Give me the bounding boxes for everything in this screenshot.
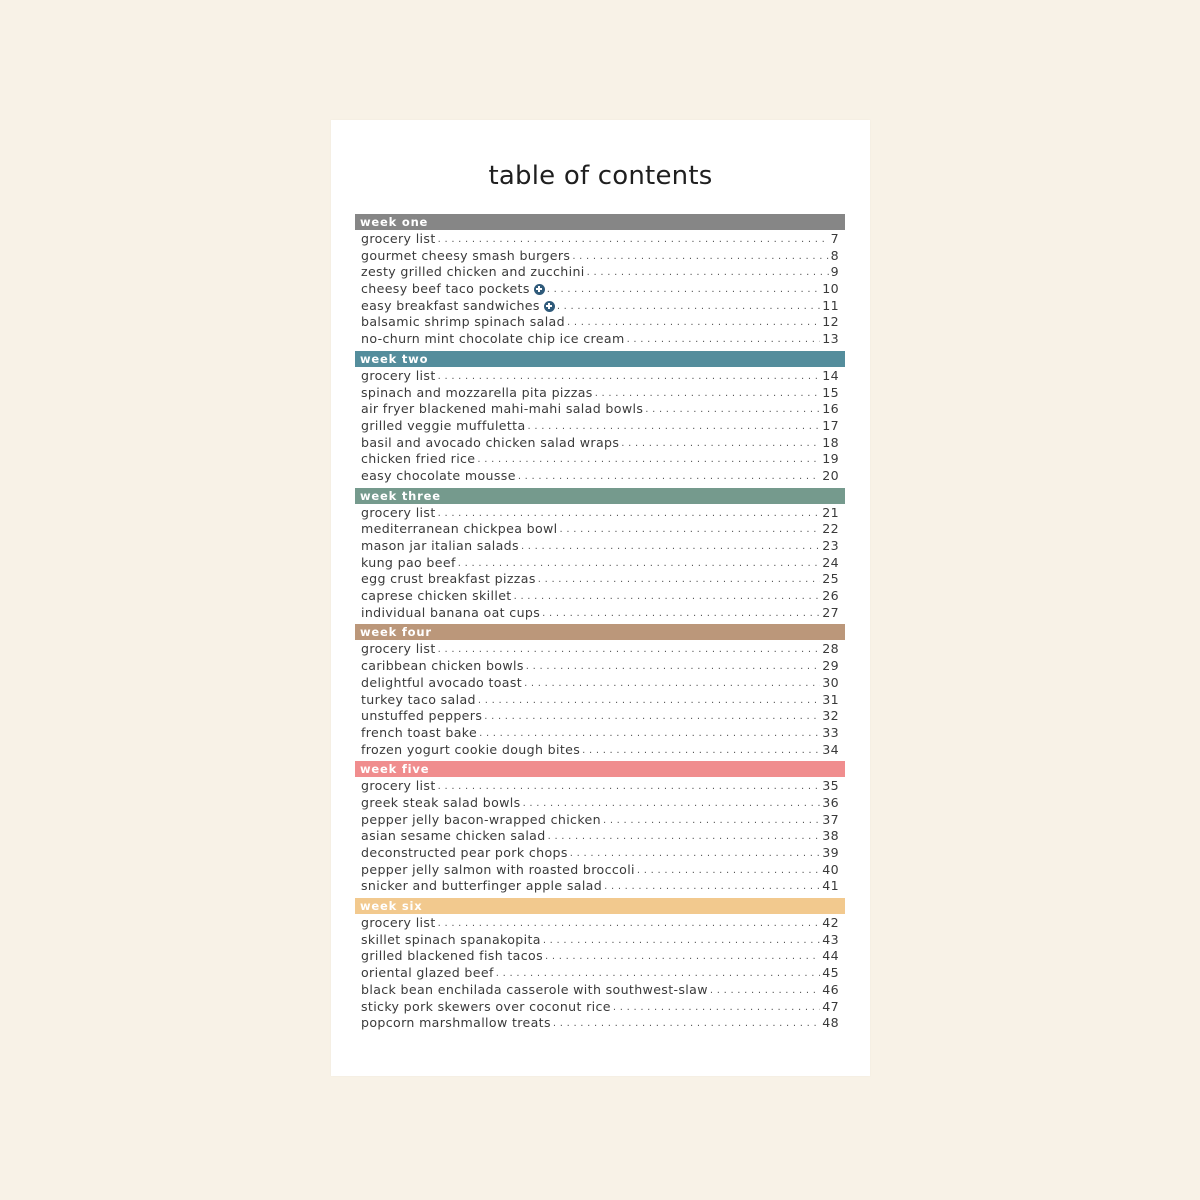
page-number: 43: [822, 931, 839, 947]
dot-leader: [645, 402, 820, 418]
entry-label: [361, 641, 436, 658]
dot-leader: [710, 983, 820, 999]
entry-label: [361, 385, 593, 402]
dot-leader: [438, 506, 821, 522]
entry-title: grocery list: [361, 915, 436, 931]
page-number: 11: [822, 297, 839, 313]
entry-label: [361, 725, 477, 742]
page-number: 47: [822, 998, 839, 1014]
entry-label: [361, 314, 565, 331]
dot-leader: [582, 743, 820, 759]
entry-title: deconstructed pear pork chops: [361, 845, 568, 860]
toc-entry[interactable]: [355, 1015, 845, 1032]
entry-title: frozen yogurt cookie dough bites: [361, 741, 581, 757]
entry-label: [361, 538, 519, 555]
entry-label: [361, 468, 516, 485]
entry-label: [361, 828, 546, 845]
entry-title: grocery list: [361, 231, 436, 246]
toc-entry[interactable]: [355, 368, 845, 385]
dot-leader: [521, 539, 820, 555]
entry-title: zesty grilled chicken and zucchini: [361, 264, 585, 280]
toc-entry[interactable]: [355, 795, 845, 812]
toc-entry[interactable]: [355, 521, 845, 538]
toc-entry[interactable]: [355, 658, 845, 675]
toc-entry[interactable]: [355, 948, 845, 965]
entry-label: [361, 571, 536, 588]
page-number: 20: [822, 467, 839, 483]
entry-title: mediterranean chickpea bowl: [361, 521, 558, 537]
dot-leader: [542, 606, 820, 622]
dot-leader: [560, 522, 821, 538]
entry-title: caprese chicken skillet: [361, 588, 512, 604]
page-number: 7: [830, 231, 839, 246]
toc-entry[interactable]: [355, 571, 845, 588]
dot-leader: [604, 879, 820, 895]
dot-leader: [524, 676, 820, 692]
dot-leader: [587, 265, 829, 281]
entry-title: black bean enchilada casserole with southwest-slaw: [361, 981, 708, 997]
entry-title: greek steak salad bowls: [361, 794, 521, 810]
dot-leader: [518, 469, 820, 485]
entry-title: gourmet cheesy smash burgers: [361, 247, 571, 263]
toc-entry[interactable]: [355, 725, 845, 742]
page-number: 30: [822, 674, 839, 690]
entry-label: [361, 401, 643, 418]
dot-leader: [548, 829, 821, 845]
page-number: 24: [822, 554, 839, 570]
entry-label: [361, 795, 521, 812]
entry-title: easy breakfast sandwiches: [361, 297, 540, 313]
toc-entry[interactable]: [355, 708, 845, 725]
dot-leader: [567, 315, 820, 331]
toc-entry[interactable]: [355, 231, 845, 248]
dot-leader: [484, 709, 820, 725]
page-number: 33: [822, 724, 839, 740]
toc-entry[interactable]: [355, 298, 845, 315]
entry-title: grocery list: [361, 367, 436, 383]
toc-section: [355, 488, 845, 622]
toc-entry[interactable]: [355, 742, 845, 759]
page-number: 17: [822, 417, 839, 433]
toc-section: [355, 898, 845, 1032]
toc-entry[interactable]: [355, 314, 845, 331]
page-number: 34: [822, 741, 839, 757]
toc-entry[interactable]: [355, 675, 845, 692]
dot-leader: [438, 369, 821, 385]
toc-entry[interactable]: [355, 264, 845, 281]
dot-leader: [553, 1016, 820, 1032]
page-number: 46: [822, 981, 839, 997]
section-header: week one: [355, 214, 845, 230]
toc-list: [355, 214, 845, 1035]
page-number: 35: [822, 778, 839, 794]
page-number: 37: [822, 811, 839, 827]
dot-leader: [603, 813, 820, 829]
entry-label: [361, 965, 494, 982]
dot-leader: [570, 846, 821, 862]
dot-leader: [523, 796, 821, 812]
entry-title: caribbean chicken bowls: [361, 658, 524, 674]
section-header: week five: [355, 761, 845, 777]
page-number: 15: [822, 384, 839, 400]
toc-entry[interactable]: [355, 248, 845, 265]
page-title: table of contents: [488, 161, 713, 191]
entry-title: pepper jelly salmon with roasted broccoli: [361, 861, 635, 877]
toc-entry[interactable]: [355, 281, 845, 298]
page-number: 28: [822, 641, 839, 657]
dot-leader: [438, 779, 821, 795]
entry-label: [361, 298, 555, 315]
entry-label: [361, 435, 619, 452]
toc-entry[interactable]: [355, 401, 845, 418]
dot-leader: [627, 332, 821, 348]
entry-label: [361, 812, 601, 829]
toc-entry[interactable]: [355, 692, 845, 709]
page-number: 48: [822, 1015, 839, 1031]
toc-entry[interactable]: [355, 468, 845, 485]
entry-label: [361, 1015, 551, 1032]
entry-title: french toast bake: [361, 724, 478, 740]
dot-leader: [543, 933, 820, 949]
page-number: 27: [822, 604, 839, 620]
entry-title: delightful avocado toast: [361, 674, 523, 690]
entry-title: unstuffed peppers: [361, 708, 483, 724]
dot-leader: [479, 726, 820, 742]
toc-entry[interactable]: [355, 538, 845, 555]
page-number: 45: [822, 965, 839, 981]
entry-title: grocery list: [361, 504, 436, 520]
dot-leader: [526, 659, 820, 675]
toc-section: [355, 351, 845, 485]
entry-title: skillet spinach spanakopita: [361, 931, 541, 947]
page-number: 9: [830, 264, 839, 280]
dot-leader: [613, 1000, 820, 1016]
entry-label: [361, 605, 540, 622]
dot-leader: [528, 419, 821, 435]
dot-leader: [595, 386, 821, 402]
toc-entry[interactable]: [355, 505, 845, 522]
dot-leader: [438, 232, 829, 248]
entry-label: [361, 505, 436, 522]
entry-title: no-churn mint chocolate chip ice cream: [361, 331, 625, 347]
page-number: 13: [822, 331, 839, 347]
entry-title: egg crust breakfast pizzas: [361, 571, 536, 587]
entry-label: [361, 878, 602, 895]
toc-entry[interactable]: [355, 845, 845, 862]
page-number: 14: [822, 367, 839, 383]
entry-label: [361, 845, 568, 862]
entry-label: [361, 915, 436, 932]
page-number: 31: [822, 691, 839, 707]
entry-label: [361, 331, 625, 348]
dot-leader: [478, 693, 820, 709]
page-number: 36: [822, 794, 839, 810]
page-number: 10: [822, 281, 839, 297]
toc-entry[interactable]: [355, 915, 845, 932]
toc-entry[interactable]: [355, 555, 845, 572]
toc-entry[interactable]: [355, 878, 845, 895]
toc-entry[interactable]: [355, 331, 845, 348]
entry-title: popcorn marshmallow treats: [361, 1015, 551, 1031]
dot-leader: [547, 282, 821, 298]
entry-label: [361, 692, 476, 709]
entry-title: grilled veggie muffuletta: [361, 417, 526, 433]
toc-entry[interactable]: [355, 932, 845, 949]
entry-label: [361, 675, 522, 692]
entry-title: air fryer blackened mahi-mahi salad bowls: [361, 401, 644, 417]
entry-label: [361, 742, 580, 759]
toc-entry[interactable]: [355, 605, 845, 622]
entry-title: basil and avocado chicken salad wraps: [361, 434, 620, 450]
entry-label: [361, 932, 541, 949]
page-number: 12: [822, 314, 839, 330]
section-header: week four: [355, 624, 845, 640]
entry-title: grocery list: [361, 778, 436, 794]
toc-entry[interactable]: [355, 588, 845, 605]
entry-label: [361, 982, 708, 999]
page-number: 39: [822, 845, 839, 860]
dot-leader: [438, 642, 821, 658]
toc-entry[interactable]: [355, 641, 845, 658]
entry-title: individual banana oat cups: [361, 604, 541, 620]
entry-title: asian sesame chicken salad: [361, 828, 546, 844]
page-number: 22: [822, 521, 839, 537]
entry-title: oriental glazed beef: [361, 965, 494, 981]
toc-entry[interactable]: [355, 982, 845, 999]
entry-label: [361, 948, 543, 965]
page-number: 26: [822, 588, 839, 604]
dot-leader: [496, 966, 821, 982]
page-number: 32: [822, 708, 839, 724]
toc-page: [331, 120, 870, 1076]
toc-entry[interactable]: [355, 862, 845, 879]
entry-label: [361, 778, 436, 795]
page-number: 40: [822, 861, 839, 877]
entry-title: chicken fried rice: [361, 451, 476, 467]
dot-leader: [458, 556, 821, 572]
dot-leader: [545, 949, 820, 965]
page-number: 23: [822, 538, 839, 553]
page-number: 42: [822, 915, 839, 931]
entry-title: spinach and mozzarella pita pizzas: [361, 384, 593, 400]
dot-leader: [438, 916, 821, 932]
dot-leader: [557, 299, 820, 315]
entry-label: [361, 555, 456, 572]
entry-label: [361, 862, 635, 879]
entry-title: cheesy beef taco pockets: [361, 281, 530, 297]
toc-entry[interactable]: [355, 435, 845, 452]
entry-title: snicker and butterfinger apple salad: [361, 878, 603, 894]
toc-entry[interactable]: [355, 965, 845, 982]
toc-entry[interactable]: [355, 451, 845, 468]
page-number: 29: [822, 658, 839, 674]
page-number: 18: [822, 434, 839, 450]
page-number: 38: [822, 828, 839, 844]
dot-leader: [572, 249, 828, 265]
page-number: 8: [830, 247, 839, 263]
toc-entry[interactable]: [355, 828, 845, 845]
entry-label: [361, 264, 585, 281]
toc-entry[interactable]: [355, 778, 845, 795]
entry-title: mason jar italian salads: [361, 538, 519, 553]
page-number: 19: [822, 451, 839, 467]
page-number: 16: [822, 401, 839, 417]
section-header: week six: [355, 898, 845, 914]
entry-label: [361, 451, 475, 468]
page-number: 21: [822, 504, 839, 520]
toc-entry[interactable]: [355, 385, 845, 402]
dot-leader: [514, 589, 821, 605]
toc-section: [355, 624, 845, 758]
entry-label: [361, 281, 545, 298]
entry-title: easy chocolate mousse: [361, 467, 516, 483]
toc-section: [355, 214, 845, 348]
dot-leader: [477, 452, 820, 468]
plus-circle-icon: [534, 284, 545, 295]
entry-title: pepper jelly bacon-wrapped chicken: [361, 811, 601, 827]
entry-label: [361, 658, 524, 675]
entry-label: [361, 521, 558, 538]
toc-entry[interactable]: [355, 999, 845, 1016]
plus-circle-icon: [544, 301, 555, 312]
entry-label: [361, 248, 570, 265]
entry-label: [361, 368, 436, 385]
dot-leader: [621, 436, 820, 452]
entry-title: kung pao beef: [361, 554, 456, 570]
entry-title: turkey taco salad: [361, 691, 476, 707]
entry-label: [361, 231, 436, 248]
entry-label: [361, 999, 611, 1016]
entry-title: grocery list: [361, 641, 436, 657]
entry-title: sticky pork skewers over coconut rice: [361, 998, 611, 1014]
section-header: week two: [355, 351, 845, 367]
entry-label: [361, 708, 482, 725]
section-header: week three: [355, 488, 845, 504]
dot-leader: [637, 863, 820, 879]
entry-title: balsamic shrimp spinach salad: [361, 314, 565, 330]
toc-section: [355, 761, 845, 895]
entry-label: [361, 418, 526, 435]
entry-label: [361, 588, 512, 605]
entry-title: grilled blackened fish tacos: [361, 948, 543, 964]
page-number: 44: [822, 948, 839, 964]
page-number: 41: [822, 878, 839, 894]
toc-entry[interactable]: [355, 418, 845, 435]
dot-leader: [538, 572, 821, 588]
page-number: 25: [822, 571, 839, 587]
toc-entry[interactable]: [355, 812, 845, 829]
